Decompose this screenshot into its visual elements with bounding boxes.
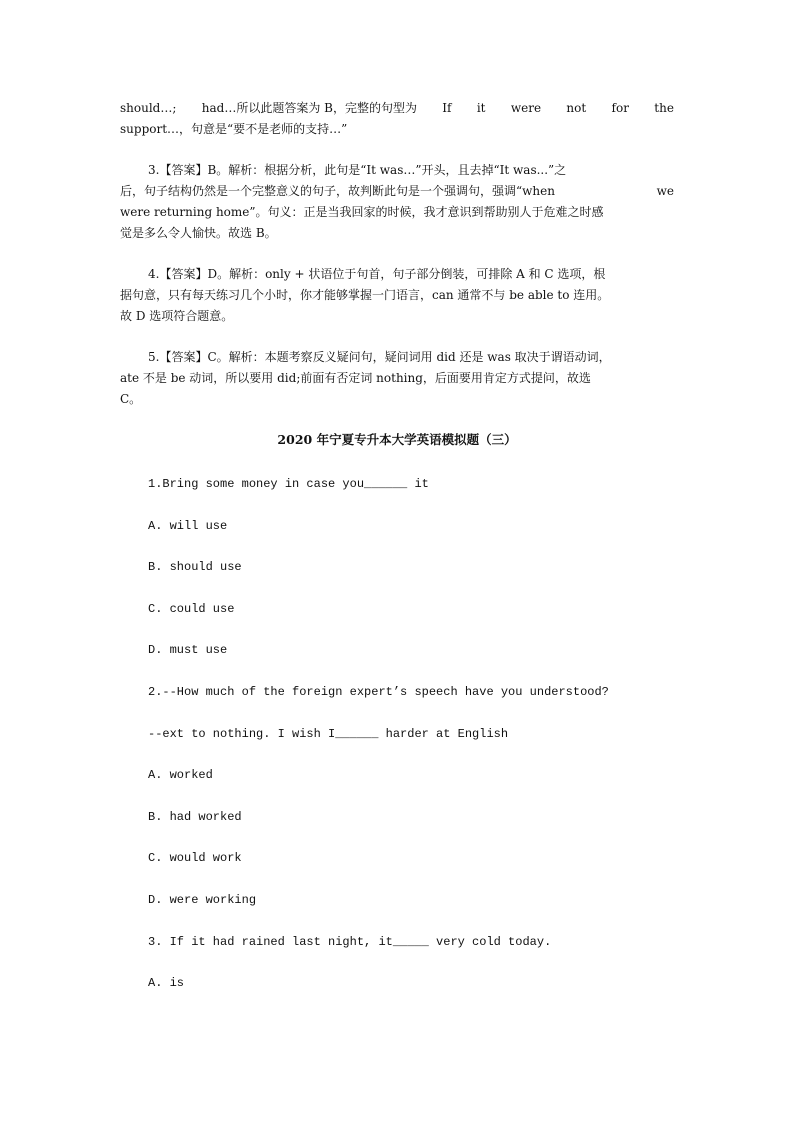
text-fragment: we	[656, 184, 674, 198]
text-fragment: it	[476, 101, 486, 115]
question-1-option-d: D. must use	[148, 643, 228, 657]
question-1-option-c: C. could use	[148, 602, 235, 616]
answer-4-line: 4.【答案】D。解析：only + 状语位于句首，句子部分倒装，可排除 A 和 C 选项，根	[148, 267, 606, 281]
answer-3-line: 觉是多么令人愉快。故选 B。	[120, 226, 277, 240]
question-1-stem: 1.Bring some money in case you______ it	[148, 477, 429, 491]
question-3-stem: 3. If it had rained last night, it_____ very cold today.	[148, 935, 552, 949]
question-2-option-d: D. were working	[148, 893, 257, 907]
section-title: 2020 年宁夏专升本大学英语模拟题（三）	[277, 432, 517, 447]
question-2-stem: 2.--How much of the foreign expert’s speech have you understood?	[148, 685, 609, 699]
answer-5-line: ate 不是 be 动词，所以要用 did;前面有否定词 nothing，后面要用肯定方式提问，故选	[120, 371, 591, 385]
answer-4-line: 据句意，只有每天练习几个小时，你才能够掌握一门语言，can 通常不与 be able to 连用。	[120, 288, 610, 302]
answer-paragraph-line: support…，句意是“要不是老师的支持…”	[120, 122, 348, 136]
text-fragment: for	[611, 101, 629, 115]
question-2-option-c: C. would work	[148, 851, 242, 865]
text-fragment: the	[654, 101, 674, 115]
text-fragment: not	[566, 101, 587, 115]
text-fragment: were	[510, 101, 542, 115]
answer-5-line: C。	[120, 392, 142, 406]
answer-3-line: were returning home”。句义：正是当我回家的时候，我才意识到帮助别人于危难之时感	[120, 205, 604, 219]
question-2-option-a: A. worked	[148, 768, 213, 782]
question-1-option-a: A. will use	[148, 519, 228, 533]
answer-paragraph-line	[120, 100, 674, 116]
question-2-reply: --ext to nothing. I wish I______ harder at English	[148, 727, 509, 741]
question-1-option-b: B. should use	[148, 560, 242, 574]
text-fragment: 后，句子结构仍然是一个完整意义的句子，故判断此句是一个强调句，强调“when	[120, 184, 555, 198]
answer-4-line: 故 D 选项符合题意。	[120, 309, 234, 323]
answer-3-line: 3.【答案】B。解析：根据分析，此句是“It was…”开头，且去掉“It was...”之	[148, 163, 567, 177]
text-fragment: had…所以此题答案为 B，完整的句型为	[201, 101, 417, 115]
question-2-option-b: B. had worked	[148, 810, 242, 824]
text-fragment: should…;	[120, 101, 177, 115]
answer-3-line	[120, 183, 674, 199]
question-3-option-a: A. is	[148, 976, 185, 990]
answer-5-line: 5.【答案】C。解析：本题考察反义疑问句，疑问词用 did 还是 was 取决于谓语动词，	[148, 350, 611, 364]
text-fragment: If	[442, 101, 452, 115]
